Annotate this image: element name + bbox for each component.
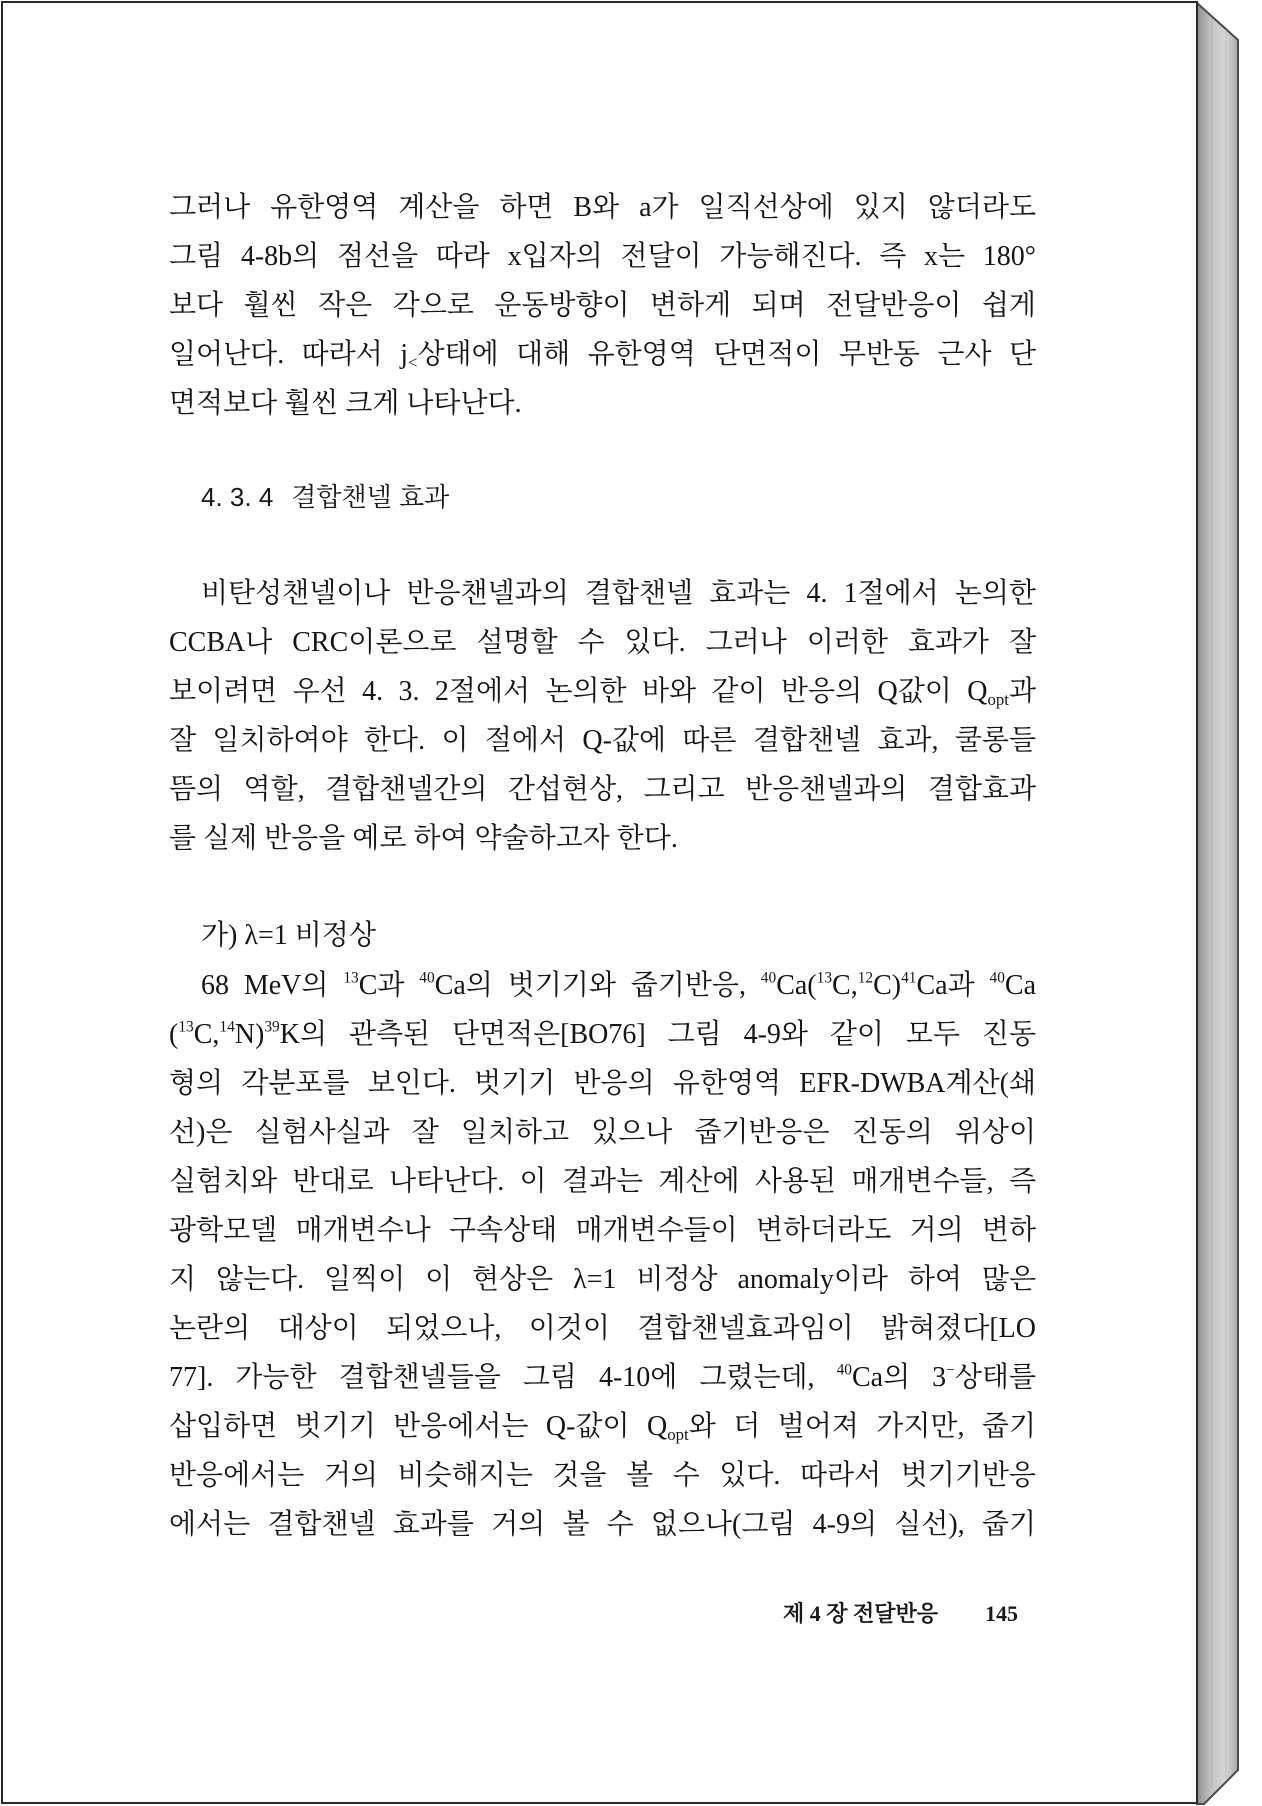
subsection-heading: 가) λ=1 비정상	[201, 920, 376, 951]
paragraph-line: 그림 4-8b의 점선을 따라 x입자의 전달이 가능해진다. 즉 x는 180°	[169, 241, 1036, 272]
paragraph-line	[169, 667, 1036, 716]
paragraph-line: 지 않는다. 일찍이 이 현상은 λ=1 비정상 anomaly이라 하여 많은	[169, 1264, 1036, 1295]
paragraph-line: CCBA나 CRC이론으로 설명할 수 있다. 그러나 이러한 효과가 잘	[169, 627, 1036, 658]
paragraph-line: 보다 훨씬 작은 각으로 운동방향이 변하게 되며 전달반응이 쉽게	[169, 290, 1036, 321]
subscript: opt	[667, 1425, 689, 1445]
paragraph-line	[169, 961, 1036, 1010]
line-text: 77]. 가능한 결합챈넬들을 그림 4-10에 그렸는데,	[169, 1362, 837, 1393]
superscript: 40	[989, 969, 1005, 987]
line-text: N)	[234, 1019, 265, 1050]
superscript: 13	[178, 1018, 194, 1036]
line-text: C,	[193, 1019, 220, 1050]
superscript: 40	[419, 969, 435, 987]
superscript: 39	[264, 1018, 280, 1036]
line-text: 68 MeV의	[201, 970, 344, 1001]
superscript: −	[946, 1361, 955, 1379]
paragraph-2	[169, 569, 1036, 863]
line-text: C과	[358, 970, 420, 1001]
superscript: 13	[816, 969, 833, 987]
paragraph-line	[169, 1402, 1036, 1451]
paragraph-line	[169, 1010, 1036, 1059]
superscript: 14	[219, 1018, 235, 1036]
line-text: C,	[832, 970, 858, 1001]
paragraph-line: 논란의 대상이 되었으나, 이것이 결합챈넬효과임이 밝혀졌다[LO	[169, 1313, 1036, 1344]
subscript: opt	[987, 690, 1009, 710]
paragraph-line: 면적보다 훨씬 크게 나타난다.	[169, 388, 522, 419]
paragraph-line: 를 실제 반응을 예로 하여 약술하고자 한다.	[169, 823, 678, 854]
line-text: K의 관측된 단면적은[BO76] 그림 4-9와 같이 모두 진동	[279, 1019, 1036, 1050]
line-text: 일어난다. 따라서 j	[169, 339, 408, 370]
superscript: 41	[901, 969, 917, 987]
paragraph-3	[169, 961, 1036, 1549]
paragraph-line: 비탄성챈넬이나 반응챈넬과의 결합챈넬 효과는 4. 1절에서 논의한	[201, 578, 1036, 609]
running-footer-chapter: 제 4 장 전달반응	[783, 1601, 939, 1626]
superscript: 40	[836, 1361, 852, 1379]
paragraph-line: 형의 각분포를 보인다. 벗기기 반응의 유한영역 EFR-DWBA계산(쇄	[169, 1068, 1036, 1099]
line-text: Ca의 3	[851, 1362, 947, 1393]
paragraph-line	[169, 330, 1036, 379]
paragraph-line: 반응에서는 거의 비슷해지는 것을 볼 수 있다. 따라서 벗기기반응	[169, 1460, 1036, 1491]
paragraph-line: 그러나 유한영역 계산을 하면 B와 a가 일직선상에 있지 않더라도	[169, 192, 1036, 223]
line-text: 삽입하면 벗기기 반응에서는 Q-값이 Q	[169, 1411, 668, 1442]
line-text: 상태를	[954, 1362, 1037, 1393]
section-title: 결합챈넬 효과	[291, 482, 450, 512]
line-text: 상태에 대해 유한영역 단면적이 무반동 근사 단	[417, 339, 1036, 370]
paragraph-line: 광학모델 매개변수나 구속상태 매개변수들이 변하더라도 거의 변하	[169, 1215, 1036, 1246]
line-text: Ca	[1004, 970, 1036, 1001]
line-text: C)	[873, 970, 902, 1001]
line-text: (	[169, 1019, 179, 1050]
page-number: 145	[985, 1601, 1018, 1626]
superscript: 40	[760, 969, 777, 987]
superscript: 12	[857, 969, 874, 987]
section-heading	[201, 473, 449, 522]
paragraph-line: 선)은 실험사실과 잘 일치하고 있으나 줍기반응은 진동의 위상이	[169, 1117, 1036, 1148]
paragraph-line: 잘 일치하여야 한다. 이 절에서 Q-값에 따른 결합챈넬 효과, 쿨롱들	[169, 725, 1036, 756]
paragraph-line: 에서는 결합챈넬 효과를 거의 볼 수 없으나(그림 4-9의 실선), 줍기	[169, 1509, 1036, 1540]
superscript: 13	[343, 969, 359, 987]
paragraph-1	[169, 183, 1036, 428]
paragraph-line: 실험치와 반대로 나타난다. 이 결과는 계산에 사용된 매개변수들, 즉	[169, 1166, 1036, 1197]
line-text: Ca(	[776, 970, 817, 1001]
line-text: Ca의 벗기기와 줍기반응,	[434, 970, 761, 1001]
line-text: 과	[1008, 676, 1036, 707]
paragraph-line	[169, 1353, 1036, 1402]
line-text: 보이려면 우선 4. 3. 2절에서 논의한 바와 같이 반응의 Q값이 Q	[169, 676, 988, 707]
paragraph-line: 뜸의 역할, 결합챈넬간의 간섭현상, 그리고 반응챈넬과의 결합효과	[169, 774, 1036, 805]
line-text: Ca과	[916, 970, 990, 1001]
section-number: 4. 3. 4	[201, 482, 274, 512]
subscript: <	[408, 353, 418, 373]
book-edge-band	[1197, 3, 1238, 1804]
line-text: 와 더 벌어져 가지만, 줍기	[688, 1411, 1036, 1442]
